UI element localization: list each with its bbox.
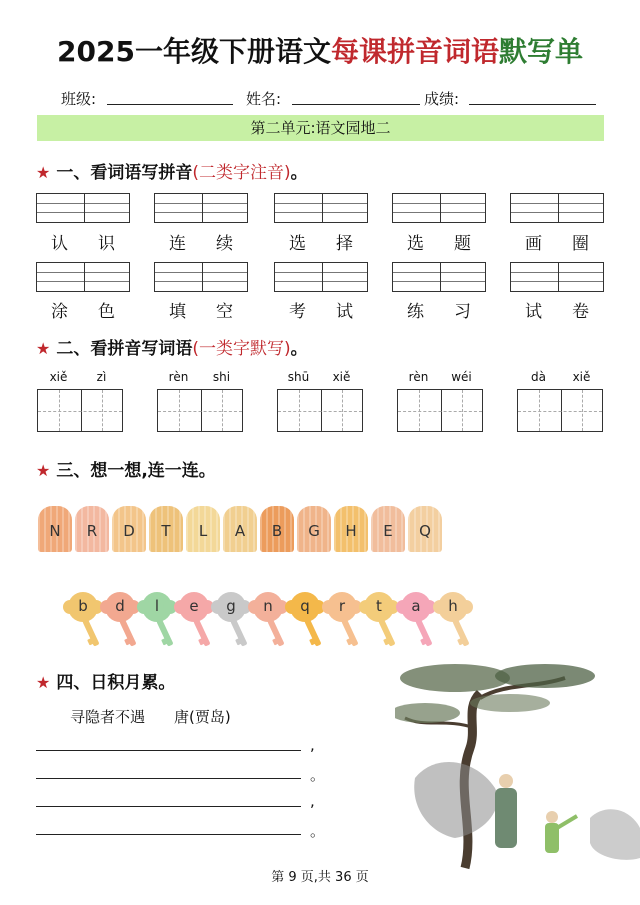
- star-icon: ★: [36, 163, 51, 182]
- vocabulary-word: [154, 297, 248, 322]
- lowercase-letter-key[interactable]: [323, 592, 363, 652]
- figure-old-man-head: [499, 774, 513, 788]
- poem-writing-line[interactable]: [36, 778, 301, 779]
- section2-text: 二、看拼音写词语: [56, 339, 193, 359]
- star-icon: ★: [36, 461, 51, 480]
- pinyin-writing-box[interactable]: [154, 193, 248, 223]
- lowercase-letter-key[interactable]: [64, 592, 104, 652]
- pinyin-label: rèn: [168, 370, 189, 384]
- word-character: 续: [216, 234, 233, 254]
- word-character: 连: [169, 234, 186, 254]
- pinyin-label: xiě: [332, 370, 351, 384]
- poem-writing-line[interactable]: [36, 806, 301, 807]
- title-green: 默写单: [498, 35, 583, 68]
- lowercase-letter-key[interactable]: [397, 592, 437, 652]
- pine-foliage: [395, 703, 460, 723]
- lowercase-letter-key[interactable]: [360, 592, 400, 652]
- section2-highlight: (一类字默写): [192, 339, 291, 359]
- page-footer: 第 9 页,共 36 页: [271, 870, 369, 885]
- word-character: 习: [454, 302, 471, 322]
- lowercase-letter-key[interactable]: [175, 592, 215, 652]
- star-icon: ★: [36, 339, 51, 358]
- word-character: 题: [454, 234, 471, 254]
- score-label: 成绩:: [424, 90, 460, 108]
- key-letter: b: [78, 597, 88, 615]
- word-character: 画: [525, 234, 542, 254]
- pinyin-label: shū: [287, 370, 310, 384]
- poem-writing-line[interactable]: [36, 750, 301, 751]
- pinyin-label: xiě: [49, 370, 68, 384]
- pine-foliage: [470, 694, 550, 712]
- star-icon: ★: [36, 673, 51, 692]
- poem-author: 唐(贾岛): [174, 708, 231, 726]
- unit-banner: 第二单元:语文园地二: [37, 115, 604, 141]
- uppercase-letter-tag[interactable]: G: [297, 506, 331, 552]
- poem-punctuation: 。: [310, 822, 326, 840]
- class-label: 班级:: [61, 90, 97, 108]
- character-writing-box[interactable]: [277, 389, 363, 432]
- word-character: 考: [289, 302, 306, 322]
- character-writing-box[interactable]: [517, 389, 603, 432]
- vocabulary-word: [274, 229, 368, 254]
- pinyin-writing-box[interactable]: [274, 262, 368, 292]
- uppercase-letter-tag[interactable]: B: [260, 506, 294, 552]
- lowercase-letter-key[interactable]: [434, 592, 474, 652]
- section3-text: 三、想一想,连一连。: [56, 461, 216, 481]
- lowercase-letter-key[interactable]: [212, 592, 252, 652]
- pinyin-writing-box[interactable]: [36, 262, 130, 292]
- key-letter: t: [376, 597, 382, 615]
- word-character: 圈: [572, 234, 589, 254]
- pinyin-writing-box[interactable]: [510, 193, 604, 223]
- pine-foliage: [495, 664, 595, 688]
- figure-boy-head: [546, 811, 558, 823]
- name-field[interactable]: [292, 104, 420, 105]
- page-title: [0, 30, 640, 70]
- word-character: 试: [525, 302, 542, 322]
- vocabulary-word: [36, 297, 130, 322]
- uppercase-letter-tag[interactable]: E: [371, 506, 405, 552]
- pinyin-writing-box[interactable]: [392, 193, 486, 223]
- section1-end: 。: [290, 163, 308, 183]
- vocabulary-word: [274, 297, 368, 322]
- pinyin-label: zì: [96, 370, 107, 384]
- poem-punctuation: ,: [310, 792, 315, 810]
- pinyin-writing-box[interactable]: [36, 193, 130, 223]
- lowercase-letter-key[interactable]: [101, 592, 141, 652]
- section4-text: 四、日积月累。: [56, 673, 176, 693]
- class-field[interactable]: [107, 104, 233, 105]
- section3-heading: [36, 456, 216, 481]
- word-character: 练: [407, 302, 424, 322]
- section4-heading: [36, 668, 175, 693]
- word-character: 空: [216, 302, 233, 322]
- key-letter: g: [226, 597, 236, 615]
- uppercase-letter-tag[interactable]: L: [186, 506, 220, 552]
- key-letter: a: [411, 597, 421, 615]
- word-character: 填: [169, 302, 186, 322]
- key-letter: h: [448, 597, 458, 615]
- word-character: 色: [98, 302, 115, 322]
- lowercase-letter-key[interactable]: [138, 592, 178, 652]
- key-letter: r: [338, 597, 346, 615]
- key-letter: n: [263, 597, 273, 615]
- character-writing-box[interactable]: [397, 389, 483, 432]
- pinyin-writing-box[interactable]: [154, 262, 248, 292]
- vocabulary-word: [510, 229, 604, 254]
- word-character: 卷: [572, 302, 589, 322]
- character-writing-box[interactable]: [37, 389, 123, 432]
- key-letter: q: [300, 597, 310, 615]
- pinyin-label: dà: [531, 370, 546, 384]
- section1-heading: [36, 158, 308, 183]
- uppercase-letter-tag[interactable]: H: [334, 506, 368, 552]
- lowercase-letter-key[interactable]: [249, 592, 289, 652]
- uppercase-letter-tag[interactable]: A: [223, 506, 257, 552]
- lowercase-letter-key[interactable]: [286, 592, 326, 652]
- rock: [414, 762, 497, 838]
- vocabulary-word: [510, 297, 604, 322]
- uppercase-letter-tag[interactable]: N: [38, 506, 72, 552]
- uppercase-letter-tag[interactable]: D: [112, 506, 146, 552]
- section2-end: 。: [290, 339, 308, 359]
- character-writing-box[interactable]: [157, 389, 243, 432]
- key-letter: l: [154, 597, 160, 615]
- key-letter: d: [115, 597, 125, 615]
- name-label: 姓名:: [246, 90, 282, 108]
- title-black: 2025一年级下册语文: [57, 35, 331, 68]
- vocabulary-word: [36, 229, 130, 254]
- vocabulary-word: [392, 229, 486, 254]
- poem-title: 寻隐者不遇: [70, 708, 146, 726]
- section2-heading: [36, 334, 308, 359]
- section1-text: 一、看词语写拼音: [56, 163, 193, 183]
- pinyin-writing-box[interactable]: [510, 262, 604, 292]
- pinyin-writing-box[interactable]: [274, 193, 368, 223]
- pine-foliage: [400, 664, 510, 692]
- section1-highlight: (二类字注音): [192, 163, 291, 183]
- pinyin-label: shi: [212, 370, 231, 384]
- word-character: 试: [336, 302, 353, 322]
- figure-old-man: [495, 788, 517, 848]
- word-character: 选: [407, 234, 424, 254]
- poem-writing-line[interactable]: [36, 834, 301, 835]
- uppercase-letter-tag[interactable]: T: [149, 506, 183, 552]
- title-red: 每课拼音词语: [330, 35, 499, 68]
- figure-boy-arm: [557, 816, 577, 828]
- uppercase-letter-tag[interactable]: Q: [408, 506, 442, 552]
- pinyin-writing-box[interactable]: [392, 262, 486, 292]
- poem-punctuation: ,: [310, 736, 315, 754]
- score-field[interactable]: [469, 104, 596, 105]
- rock: [590, 809, 640, 860]
- word-character: 涂: [51, 302, 68, 322]
- vocabulary-word: [154, 229, 248, 254]
- vocabulary-word: [392, 297, 486, 322]
- word-character: 选: [289, 234, 306, 254]
- pinyin-label: xiě: [572, 370, 591, 384]
- word-character: 认: [51, 234, 68, 254]
- pinyin-label: wéi: [451, 370, 472, 384]
- pinyin-label: rèn: [408, 370, 429, 384]
- word-character: 择: [336, 234, 353, 254]
- word-character: 识: [98, 234, 115, 254]
- ink-painting-illustration: [395, 658, 640, 870]
- poem-punctuation: 。: [310, 766, 326, 784]
- uppercase-letter-tag[interactable]: R: [75, 506, 109, 552]
- key-letter: e: [189, 597, 199, 615]
